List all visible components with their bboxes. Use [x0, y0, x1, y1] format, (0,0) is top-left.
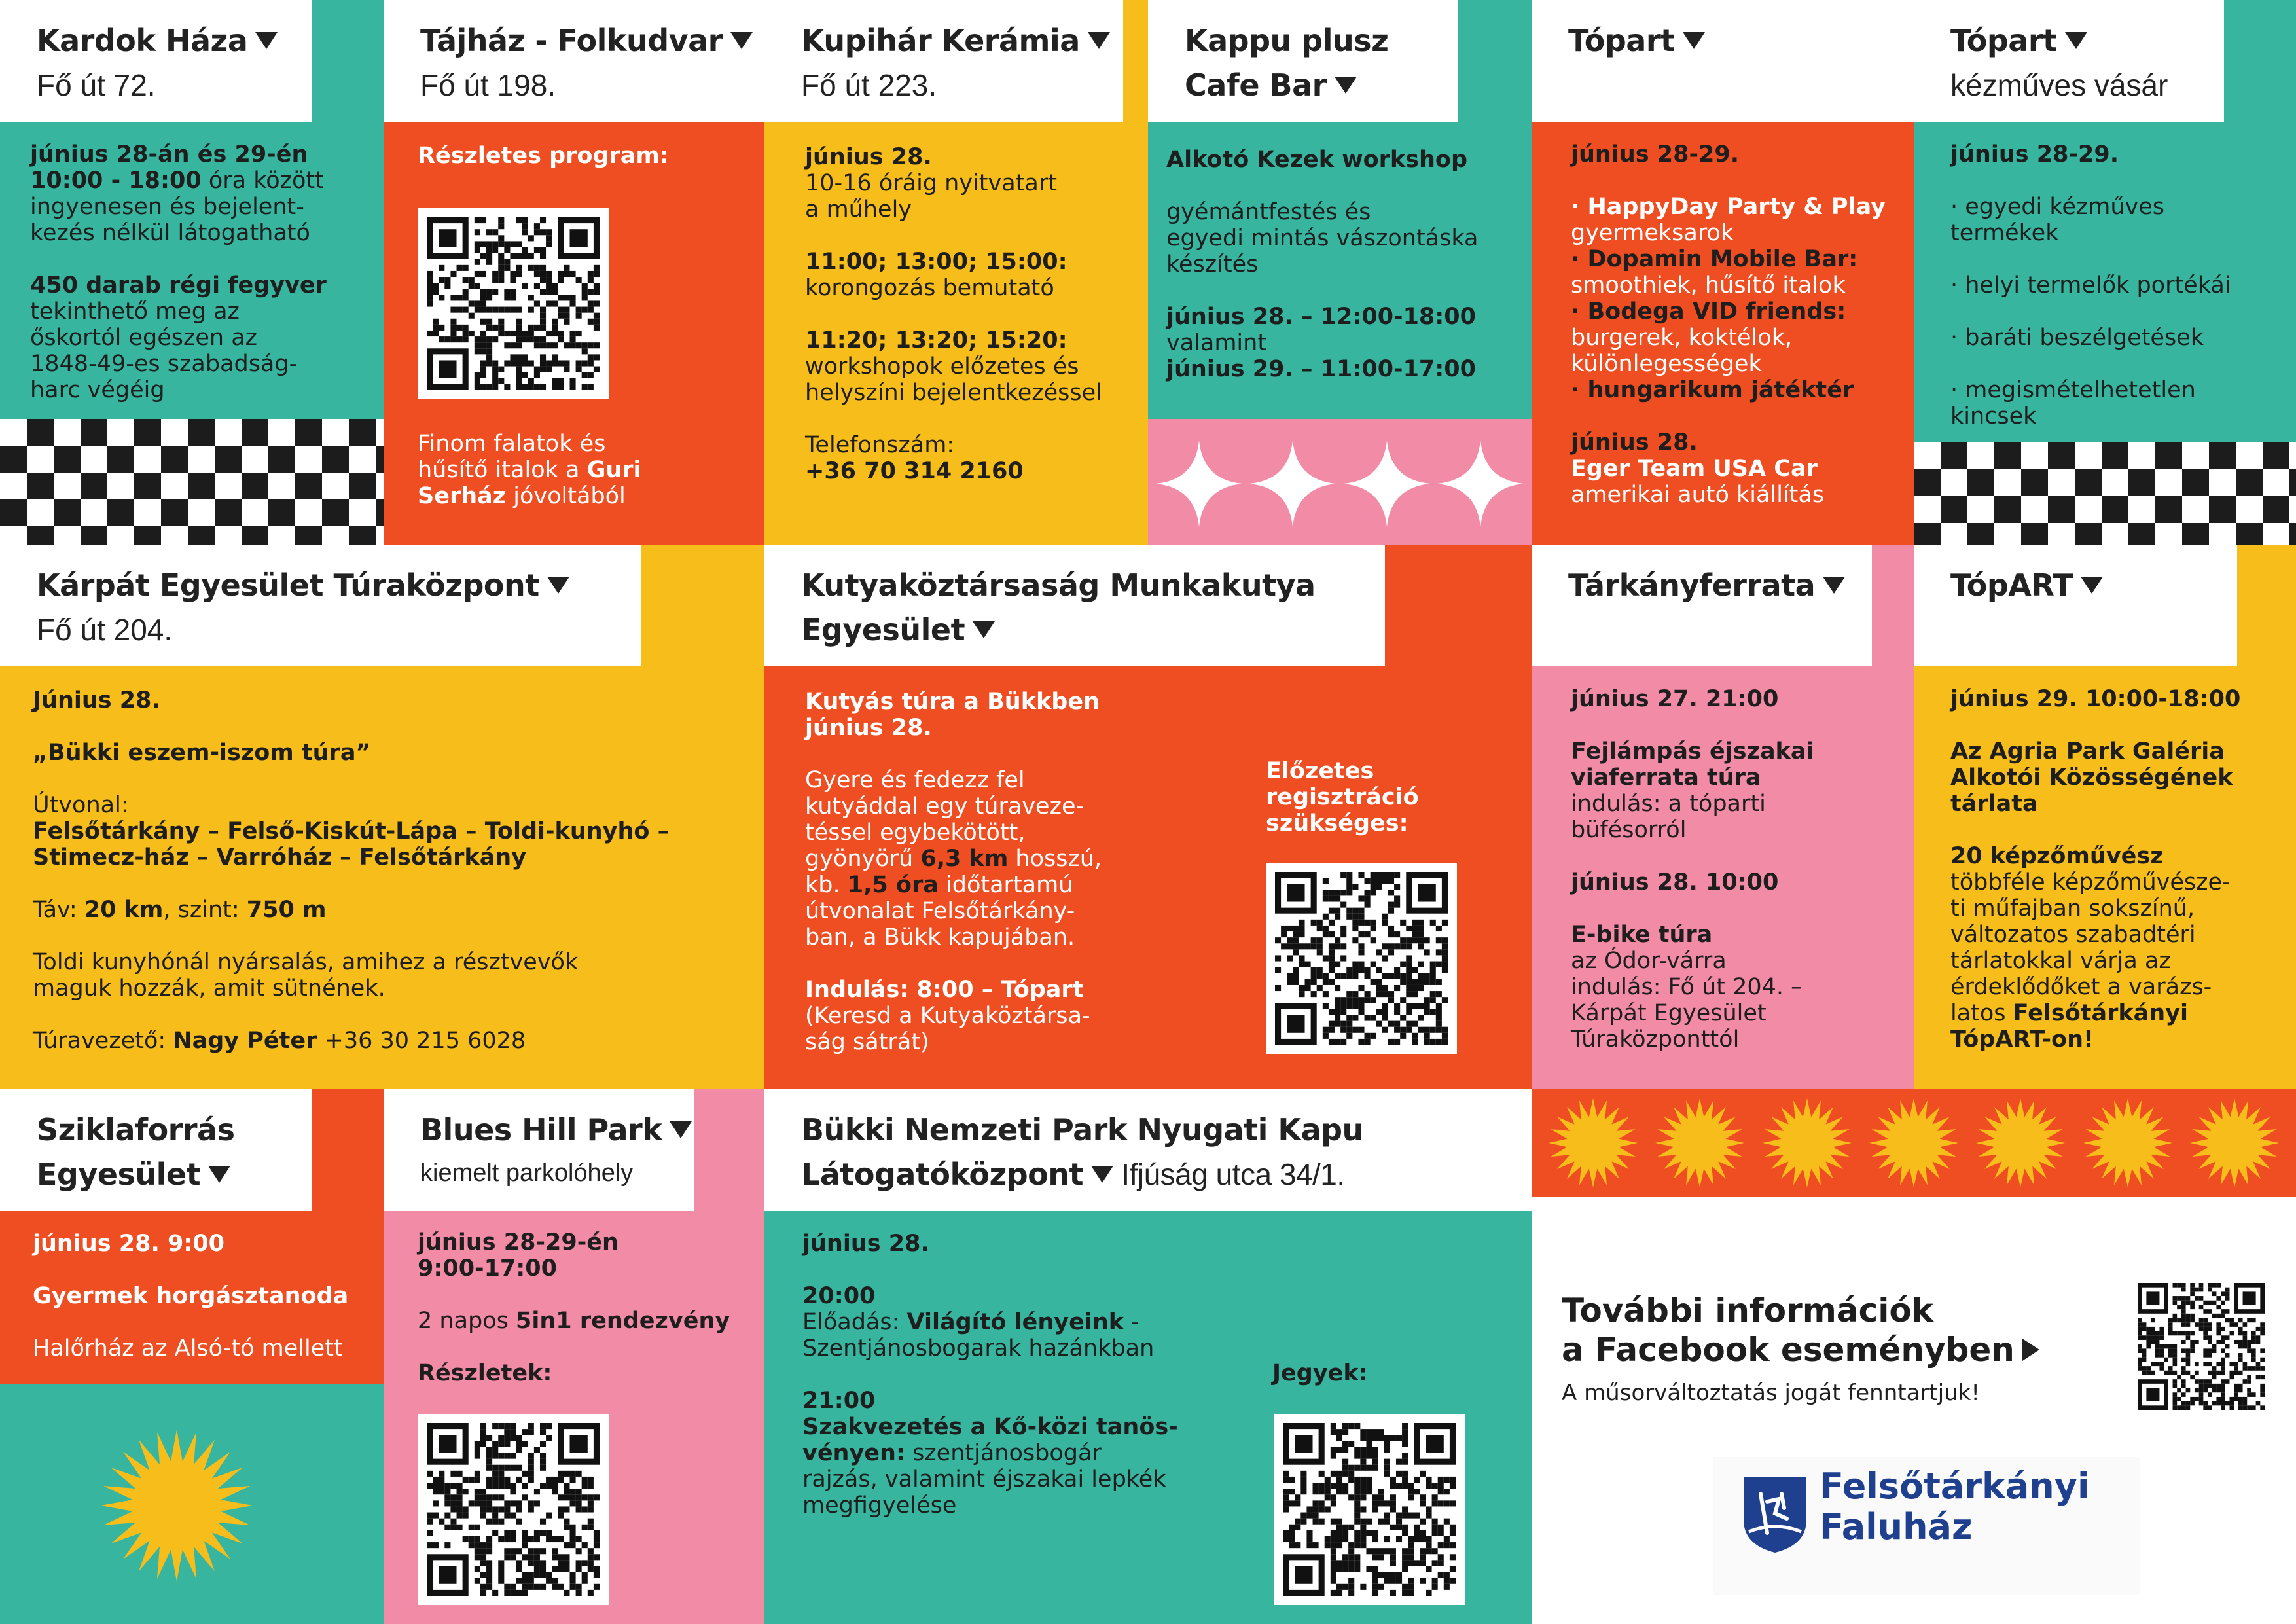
sun-icon [1654, 1097, 1746, 1189]
kupihar-address: Fő út 223. [801, 68, 937, 102]
kardok-weapons: 450 darab régi fegyver [30, 272, 327, 298]
szikla-title-1: Sziklaforrás [37, 1112, 235, 1147]
triangle-down-icon [208, 1166, 230, 1183]
topart1-content: június 28-29. · HappyDay Party & Play gyermeksarok · Dopamin Mobile Bar: smoothiek, hűsítő italok · Bodega VID friends: burgerek, koktélok, különlegességek · hungarikum játéktér június 28. Eger Team USA Car amerikai autó kiállítás [1571, 141, 1886, 508]
tarkany-header [1532, 545, 1872, 666]
bukki-title-2: Látogatóközpont Ifjúság utca 34/1. [801, 1157, 1345, 1192]
karpat-header [0, 545, 641, 666]
kupihar-content: június 28. 10-16 óráig nyitvatart a műhely 11:00; 13:00; 15:00: korongozás bemutató 11:20; 13:20; 15:20: workshopok előzetes és helyszíni bejelentkezéssel Telefonszám: +36 70 314 2160 [805, 144, 1102, 484]
kardok-header [0, 0, 312, 122]
karpat-address: Fő út 204. [37, 613, 173, 647]
triangle-right-icon [2022, 1339, 2039, 1361]
karpat-content: Június 28. „Bükki eszem-iszom túra” Útvonal: Felsőtárkány – Felső-Kiskút-Lápa – Toldi-kunyhó – Stimecz-ház – Varróház – Felsőtárkány Táv: 20 km, szint: 750 m Toldi kunyhónál nyársalás, amihez a résztvevők maguk hozzák, amit sütnének. Túravezető: Nagy Péter +36 30 215 6028 [33, 687, 670, 1054]
tajhaz-program-label: Részletes program: [418, 143, 669, 169]
kappu-title-2: Cafe Bar [1185, 63, 1458, 107]
kutya-registration: Előzetes regisztráció szükséges: [1266, 758, 1419, 837]
blues-qr-code[interactable] [418, 1414, 609, 1605]
blues-content: június 28-29-én 9:00-17:00 2 napos 5in1 rendezvény Részletek: [418, 1229, 730, 1386]
triangle-down-icon [1088, 32, 1110, 49]
checker-pattern [1914, 442, 2296, 545]
szikla-content: június 28. 9:00 Gyermek horgásztanoda Halőrház az Alsó-tó mellett [33, 1231, 349, 1362]
topart2-content: június 28-29. · egyedi kézműves termékek · helyi termelők portékái · baráti beszélgetések · megismételhetetlen kincsek [1950, 141, 2231, 429]
tajhaz-address: Fő út 198. [420, 68, 556, 102]
szikla-header [0, 1089, 312, 1211]
karpat-title: Kárpát Egyesület Túraközpont [37, 563, 641, 607]
kappu-header [1148, 0, 1458, 122]
logo-line-1: Felsőtárkányi [1820, 1466, 2090, 1507]
sun-row [1539, 1093, 2288, 1193]
logo-line-2: Faluház [1820, 1506, 1973, 1547]
kardok-address: Fő út 72. [37, 68, 156, 102]
kardok-date: június 28-án és 29-én [30, 141, 308, 168]
sun-icon [2082, 1097, 2174, 1189]
sun-icon [1547, 1097, 1639, 1189]
kutya-header [764, 545, 1385, 666]
tajhaz-food: Finom falatok és hűsítő italok a Guri Serház jóvoltából [418, 431, 641, 509]
kardok-hours-note: óra között ingyenesen és bejelent- kezés nélkül látogatható [30, 168, 324, 246]
tajhaz-qr-code[interactable] [418, 208, 609, 399]
kardok-content [30, 141, 370, 429]
triangle-down-icon [2065, 32, 2087, 49]
bukki-header [764, 1089, 1532, 1211]
topart2-title: Tópart [1950, 18, 2224, 63]
sun-icon [1975, 1097, 2066, 1189]
bukki-content: június 28. 20:00 Előadás: Világító lényeink - Szentjánosbogarak hazánkban 21:00 Szakvezetés a Kő-közi tanös- vényen: szentjánosbogár rajzás, valamint éjszakai lepkék megfigyelése [802, 1231, 1178, 1519]
kutya-qr-code[interactable] [1266, 863, 1457, 1054]
bukki-tickets-label: Jegyek: [1272, 1360, 1368, 1386]
checker-pattern [0, 419, 384, 545]
sparkle-row [1152, 435, 1528, 533]
kardok-weapons-desc: tekinthető meg az őskortól egészen az 1848-49-es szabadság- harc végéig [30, 298, 298, 403]
triangle-down-icon [1335, 77, 1357, 94]
topart2-header [1914, 0, 2224, 122]
bukki-qr-code[interactable] [1274, 1414, 1465, 1605]
kutya-title-2: Egyesület [801, 607, 1385, 652]
facebook-info-title[interactable]: További információk a Facebook eseményben [1562, 1291, 2039, 1369]
sun-icon [98, 1427, 255, 1584]
tajhaz-title: Tájház - Folkudvar [420, 18, 764, 63]
triangle-down-icon [1091, 1166, 1113, 1183]
topart1-title: Tópart [1568, 18, 1914, 63]
sparkle-icon [1341, 438, 1433, 530]
bukki-title-1: Bükki Nemzeti Park Nyugati Kapu [801, 1112, 1363, 1147]
blues-subtitle: kiemelt parkolóhely [420, 1159, 634, 1187]
kardok-hours: 10:00 - 18:00 [30, 168, 202, 194]
tajhaz-header [384, 0, 764, 122]
triangle-down-icon [1683, 32, 1705, 49]
faluhaz-logo-text [1820, 1466, 2089, 1547]
bukki-address: Ifjúság utca 34/1. [1113, 1157, 1345, 1191]
kutya-content: Kutyás túra a Bükkben június 28. Gyere és fedezz fel kutyáddal egy túraveze- téssel egybekötött, gyönyörű 6,3 km hosszú, kb. 1,5 óra időtartamú útvonalat Felsőtárkány- ban, a Bükk kapujában. Indulás: 8:00 – Tópart (Keresd a Kutyaköztársa- ság sátrát) [805, 689, 1102, 1055]
kutya-title-1: Kutyaköztársaság Munkakutya [801, 568, 1316, 603]
faluhaz-crest-icon [1741, 1474, 1809, 1555]
kupihar-title: Kupihár Kerámia [801, 18, 1123, 63]
blues-title: Blues Hill Park [420, 1108, 694, 1152]
sparkle-icon [1247, 438, 1338, 530]
triangle-down-icon [547, 577, 569, 594]
triangle-down-icon [670, 1121, 692, 1138]
triangle-down-icon [2081, 577, 2103, 594]
kardok-title: Kardok Háza [37, 18, 312, 63]
sun-icon [1761, 1097, 1853, 1189]
triangle-down-icon [973, 621, 995, 638]
kupihar-header [764, 0, 1123, 122]
kappu-title-1: Kappu plusz [1185, 23, 1389, 58]
sun-icon [2189, 1097, 2280, 1189]
sparkle-icon [1153, 438, 1245, 530]
blues-header [384, 1089, 694, 1211]
info-note: A műsorváltoztatás jogát fenntartjuk! [1562, 1380, 1981, 1406]
topart-art-title: TópART [1950, 563, 2237, 607]
szikla-title-2: Egyesület [37, 1152, 312, 1197]
sun-icon [1868, 1097, 1960, 1189]
tarkany-content: június 27. 21:00 Fejlámpás éjszakai viaferrata túra indulás: a tóparti büfésorról június 28. 10:00 E-bike túra az Ódor-várra indulás: Fő út 204. – Kárpát Egyesület Túraközponttól [1571, 686, 1814, 1053]
kupihar-phone[interactable]: +36 70 314 2160 [805, 458, 1024, 484]
topart-art-content: június 29. 10:00-18:00 Az Agria Park Galéria Alkotói Közösségének tárlata 20 képzőművész többféle képzőművésze- ti műfajban sokszínű, változatos szabadtéri tárlatokkal várja az érdeklődőket a varázs- latos Felsőtárkányi TópART-on! [1950, 686, 2241, 1053]
topart-art-header [1914, 545, 2237, 666]
triangle-down-icon [255, 32, 278, 49]
topart2-subtitle: kézműves vásár [1950, 68, 2168, 102]
kappu-content: Alkotó Kezek workshop gyémántfestés és egyedi mintás vászontáska készítés június 28. – 12:00-18:00 valamint június 29. – 11:00-17:00 [1166, 147, 1479, 382]
tarkany-title: Tárkányferrata [1568, 563, 1872, 607]
facebook-qr-code[interactable] [2132, 1278, 2270, 1415]
triangle-down-icon [730, 32, 753, 49]
sparkle-icon [1435, 438, 1526, 530]
topart1-header [1532, 0, 1914, 122]
triangle-down-icon [1823, 577, 1845, 594]
